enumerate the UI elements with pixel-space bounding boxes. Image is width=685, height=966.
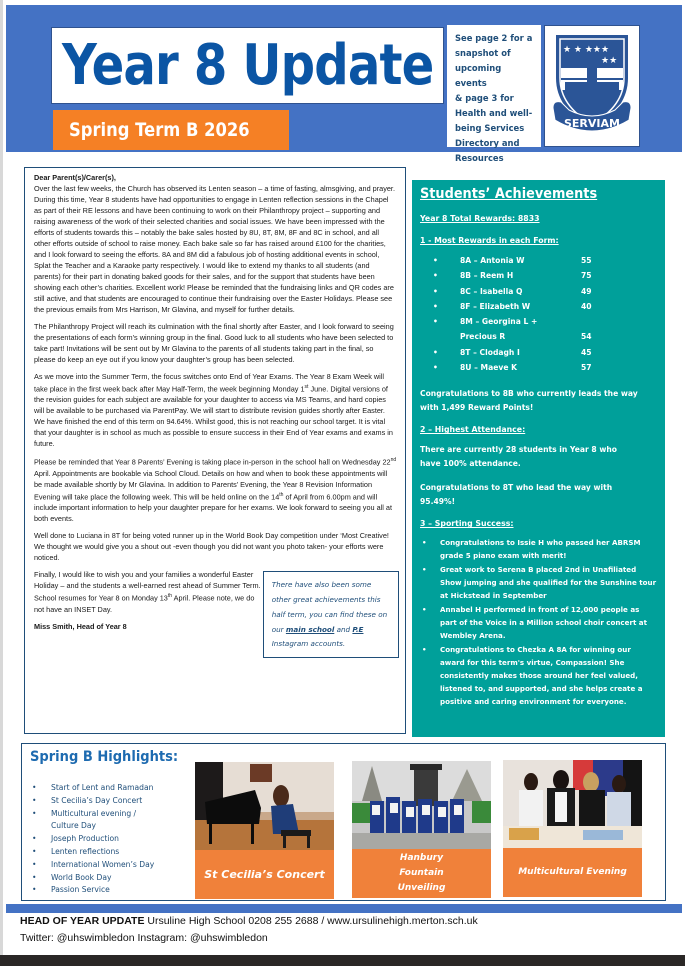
photo-card-concert <box>195 762 334 899</box>
list-item: • Joseph Production <box>32 834 119 844</box>
highlights-title: Spring B Highlights: <box>30 749 179 765</box>
footer <box>20 913 478 947</box>
photo-card-fountain <box>352 761 491 898</box>
photo-caption: Multicultural Evening <box>503 848 642 897</box>
instagram-note-box: There have also been some other great achievements this half term, you can find these on our main school and P.E Instagram accounts. <box>263 571 399 658</box>
achievements-title: Students’ Achievements <box>420 186 598 202</box>
term-label: Spring Term B 2026 <box>69 119 250 141</box>
letter-greeting: Dear Parent(s)/Carer(s), <box>34 173 116 182</box>
concert-photo <box>195 762 334 850</box>
attendance-heading: 2 – Highest Attendance: <box>420 425 526 435</box>
letter-paragraph: Finally, I would like to wish you and your families a wonderful Easter Holiday – and the students a well-earned rest ahead of Summer Term. School resumes for Year 8 on Monday 13th April. Please note, we do not have an INSET Day. <box>34 570 261 614</box>
list-item: Culture Day <box>51 821 97 831</box>
list-item: • Multicultural evening / <box>32 808 137 818</box>
svg-text:★★: ★★ <box>601 56 618 66</box>
photo-caption: Hanbury Fountain Unveiling <box>352 849 491 898</box>
list-item: • World Book Day <box>32 872 112 882</box>
list-item: • International Women’s Day <box>32 859 155 869</box>
see-note-line: being Services <box>455 123 525 133</box>
multicultural-photo <box>503 760 642 848</box>
see-pages-note <box>447 25 541 163</box>
list-item: • Congratulations to Issie H who passed her ABRSM grade 5 piano exam with merit! <box>422 538 641 561</box>
list-item: • Passion Service <box>32 885 110 895</box>
rewards-leader-text: Congratulations to 8B who currently leads the way with 1,499 Reward Points! <box>420 389 638 413</box>
list-item: • 8F – Elizabeth W 40 <box>433 301 592 311</box>
total-rewards: Year 8 Total Rewards: 8833 <box>420 214 540 223</box>
footer-label: HEAD OF YEAR UPDATE <box>20 915 145 927</box>
head-of-year-letter <box>24 167 406 734</box>
see-note-line: Resources <box>455 153 504 163</box>
school-crest-icon <box>549 30 635 142</box>
spring-highlights-panel <box>21 743 666 901</box>
photo-card-multicultural <box>503 760 642 897</box>
letter-paragraph: The Philanthropy Project will reach its culmination with the final shortly after Easter, and I look forward to seeing the presentations of each form’s winning group in the final. Good luck to all students who have been selected to take part! Invitations will be sent out by Mr Glavina to the parents of all students taking part in the final, so please do keep an eye out if you know your daughter’s group has been selected. <box>34 322 394 364</box>
sporting-success-list <box>420 536 657 708</box>
letter-paragraph: Well done to Luciana in 8T for being voted runner up in the World Book Day competition under ‘Most Creative! We thought we would give you a shout out -even though you did not want you photo taken- your efforts were noticed. <box>34 531 389 563</box>
see-note-line: Health and well- <box>455 108 533 118</box>
letter-closing <box>34 569 263 637</box>
list-item: • Great work to Serena B placed 2nd in Unafiliated Show jumping and she qualified for the Sunshine tour at Hickstead in September <box>422 565 657 601</box>
svg-text:★ ★ ★★★: ★ ★ ★★★ <box>563 45 610 55</box>
list-item: • 8U – Maeve K 57 <box>433 363 592 373</box>
photo-caption: St Cecilia’s Concert <box>195 850 334 899</box>
see-note-line: snapshot of <box>455 48 511 58</box>
fountain-photo <box>352 761 491 849</box>
pe-instagram-link[interactable]: P.E <box>352 624 364 634</box>
list-item: • Lenten reflections <box>32 846 120 856</box>
highlights-list <box>32 782 154 897</box>
svg-text:SERVIAM: SERVIAM <box>564 117 620 130</box>
list-item: • Congratulations to Chezka A 8A for winning our award for this term's virtue, Compassion! She consistently makes those around her feel valued, listened to, and supported, and she helps create a positive and caring environment for everyone. <box>422 645 643 707</box>
term-badge <box>53 110 289 150</box>
window-bottom-edge <box>0 955 685 966</box>
list-item: • Annabel H performed in front of 12,000 people as part of the Voice in a Million school choir concert at Wembley Arena. <box>422 605 647 641</box>
list-item: • 8B – Reem H 75 <box>433 271 592 281</box>
see-note-line: Directory and <box>455 138 520 148</box>
list-item: • St Cecilia’s Day Concert <box>32 795 143 805</box>
form-rewards-list <box>433 253 657 375</box>
footer-social: Twitter: @uhswimbledon Instagram: @uhswimbledon <box>20 932 268 944</box>
list-item: • 8T – Clodagh I 45 <box>433 347 592 357</box>
main-school-instagram-link[interactable]: main school <box>285 624 335 634</box>
title-box <box>51 27 444 104</box>
most-rewards-heading: 1 - Most Rewards in each Form: <box>420 236 559 245</box>
letter-paragraph: Please be reminded that Year 8 Parents’ Evening is taking place in-person in the school hall on Wednesday 22nd April. Appointments are bookable via School Cloud. Details on how and when to book these appointments will be made available shortly by Mr Glavina. In addition to Parents’ Evening, the Year 8 Revision Information Evening will take place the following week. This will be held online on the 14th of April from 6.00pm and will include important information to help your daughter prepare for her exams. We look forward to seeing you all at both events. <box>34 457 397 524</box>
attendance-leader-text: Congratulations to 8T who lead the way with 95.49%! <box>420 483 613 507</box>
list-item: • 8M – Georgina L + Precious R 54 <box>433 317 592 342</box>
letter-signature: Miss Smith, Head of Year 8 <box>34 621 127 631</box>
page-title: Year 8 Update <box>62 32 434 98</box>
school-crest <box>544 25 640 147</box>
students-achievements-panel <box>412 180 665 737</box>
list-item: • Start of Lent and Ramadan <box>32 783 154 792</box>
list-item: • 8C – Isabella Q 49 <box>433 286 592 296</box>
see-note-line: See page 2 for a <box>455 33 533 43</box>
letter-paragraph: Over the last few weeks, the Church has observed its Lenten season – a time of fasting, almsgiving, and prayer. During this time, Year 8 students have had opportunities to engage in Lenten reflection sessions in the Chapel as part of their RE lessons and have been continuing to work on their Philanthropy project – supporting and raising awareness of the work of their selected charities and social issues. We have been impressed with the efforts of students towards this – notably the bake sales hosted by 8U, 8T, 8M, 8F and 8C in school, and all other efforts outside of school to raise money. Each bake sale so far has raised around £100 for the charities, and I look forward to seeing the efforts. 8A and 8M did a fabulous job of hosting additional events in school, Splat the Teacher and a Karaoke party respectively. I would like to extend my thanks to all students (and parents) for their part in donating baked goods for their sales, and for the support that students have been showing each other’s charities. Excellent work! Please be reminded that the fundraising links and QR codes are still active, and that students are encouraged to continue their fundraising over the Easter Holidays. Please see the previous emails from Mrs Harrison, Mr Glavina, and myself for further details. <box>34 184 395 314</box>
attendance-text: There are currently 28 students in Year 8 who have 100% attendance. <box>420 445 617 469</box>
footer-bar <box>6 904 682 913</box>
list-item: • 8A – Antonia W 55 <box>433 256 592 265</box>
see-note-line: upcoming events <box>455 63 502 88</box>
see-note-line: & page 3 for <box>455 93 514 103</box>
letter-paragraph: As we move into the Summer Term, the focus switches onto End of Year Exams. The Year 8 Exam Week will take place in the first week back after May Half-Term, the week beginning Monday 1st June. Digital versions of the revision guides for each subject are available for your daughter to access via MS Teams, and hard copies will be available to be purchased via ParentPay. We will start to distribute revision guides shortly after Easter. We have finished the end of this term on 94.64%. Whilst good, this is not reaching our school target. It is vital that your daughter is in school as much as possible to ensure success in their End of Year exams and exams in future. <box>34 372 393 449</box>
letter-closing-row <box>34 569 397 658</box>
footer-school-contact: Ursuline High School 0208 255 2688 / www.ursulinehigh.merton.sch.uk <box>144 915 478 927</box>
footer-contact <box>20 913 478 930</box>
sporting-heading: 3 – Sporting Success: <box>420 519 514 529</box>
header-banner <box>6 5 682 163</box>
